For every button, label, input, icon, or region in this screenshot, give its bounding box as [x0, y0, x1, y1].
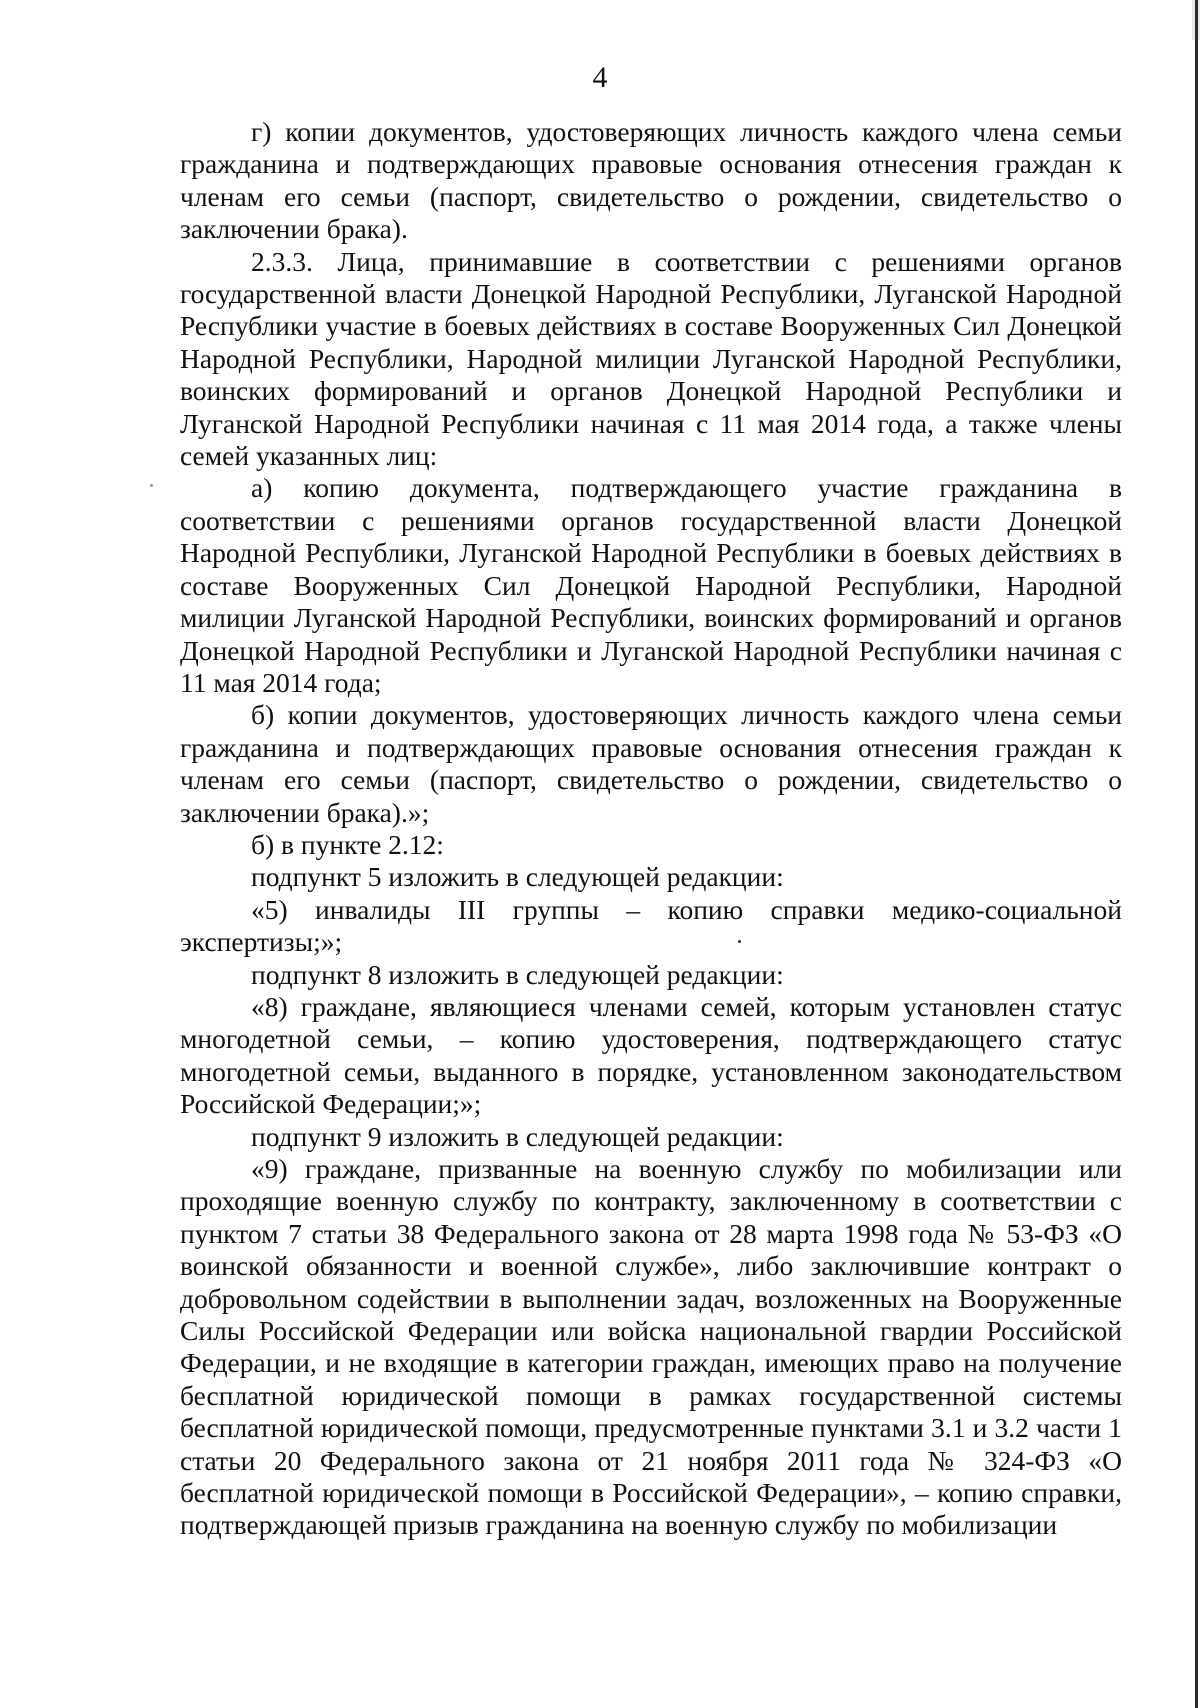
paragraph-b-copies-of-documents: б) копии документов, удостоверяющих личность каждого члена семьи гражданина и подтверждающих правовые основания отнесения граждан к членам его семьи (паспорт, свидетельство о рождении, свидетельство о заключении брака).»; — [180, 699, 1122, 828]
document-body — [180, 116, 1122, 1542]
paragraph-subpoint-5-heading: подпункт 5 изложить в следующей редакции: — [251, 861, 784, 893]
paragraph-g-copies-of-documents: г) копии документов, удостоверяющих личность каждого члена семьи гражданина и подтверждающих правовые основания отнесения граждан к членам его семьи (паспорт, свидетельство о рождении, свидетельство о заключении брака). — [180, 116, 1122, 245]
paragraph-subpoint-5-text: «5) инвалиды III группы – копию справки медико-социальной экспертизы;»; — [180, 893, 1122, 958]
paragraph-subpoint-9-text: «9) граждане, призванные на военную службу по мобилизации или проходящие военную службу по контракту, заключенному в соответствии с пунктом 7 статьи 38 Федерального закона от 28 марта 1998 года № 53-ФЗ «О воинской обязанности и военной службе», либо заключившие контракт о добровольном содействии в выполнении задач, возложенных на Вооруженные Силы Российской Федерации или войска национальной гвардии Российской Федерации, и не входящие в категории граждан, имеющих право на получение бесплатной юридической помощи в рамках государственной системы бесплатной юридической помощи, предусмотренные пунктами 3.1 и 3.2 части 1 статьи 20 Федерального закона от 21 ноября 2011 года № 324-ФЗ «О бесплатной юридической помощи в Российской Федерации», – копию справки, подтверждающей призыв гражданина на военную службу по мобилизации — [180, 1153, 1122, 1541]
paragraph-a-copy-of-document: а) копию документа, подтверждающего участие гражданина в соответствии с решениями органов государственной власти Донецкой Народной Республики, Луганской Народной Республики в боевых действиях в составе Вооруженных Сил Донецкой Народной Республики, Народной милиции Луганской Народной Республики, воинских формирований и органов Донецкой Народной Республики и Луганской Народной Республики начиная с 11 мая 2014 года; — [180, 472, 1122, 698]
paragraph-subpoint-8-text: «8) граждане, являющиеся членами семей, которым установлен статус многодетной семьи, – копию удостоверения, подтверждающего статус многодетной семьи, выданного в порядке, установленном законодательством Российской Федерации;»; — [180, 990, 1122, 1120]
scan-speck — [738, 940, 741, 943]
paragraph-b-point-2-12: б) в пункте 2.12: — [251, 828, 444, 860]
paragraph-subpoint-8-heading: подпункт 8 изложить в следующей редакции: — [251, 958, 784, 990]
page-number: 4 — [592, 61, 608, 94]
paragraph-2-3-3-persons: 2.3.3. Лица, принимавшие в соответствии с решениями органов государственной власти Донецкой Народной Республики, Луганской Народной Республики участие в боевых действиях в составе Вооруженных Сил Донецкой Народной Республики, Народной милиции Луганской Народной Республики, воинских формирований и органов Донецкой Народной Республики и Луганской Народной Республики начиная с 11 мая 2014 года, а также члены семей указанных лиц: — [180, 245, 1122, 472]
scan-speck — [150, 484, 153, 487]
paragraph-subpoint-9-heading: подпункт 9 изложить в следующей редакции: — [251, 1120, 784, 1152]
scan-edge-line — [1195, 0, 1198, 1708]
